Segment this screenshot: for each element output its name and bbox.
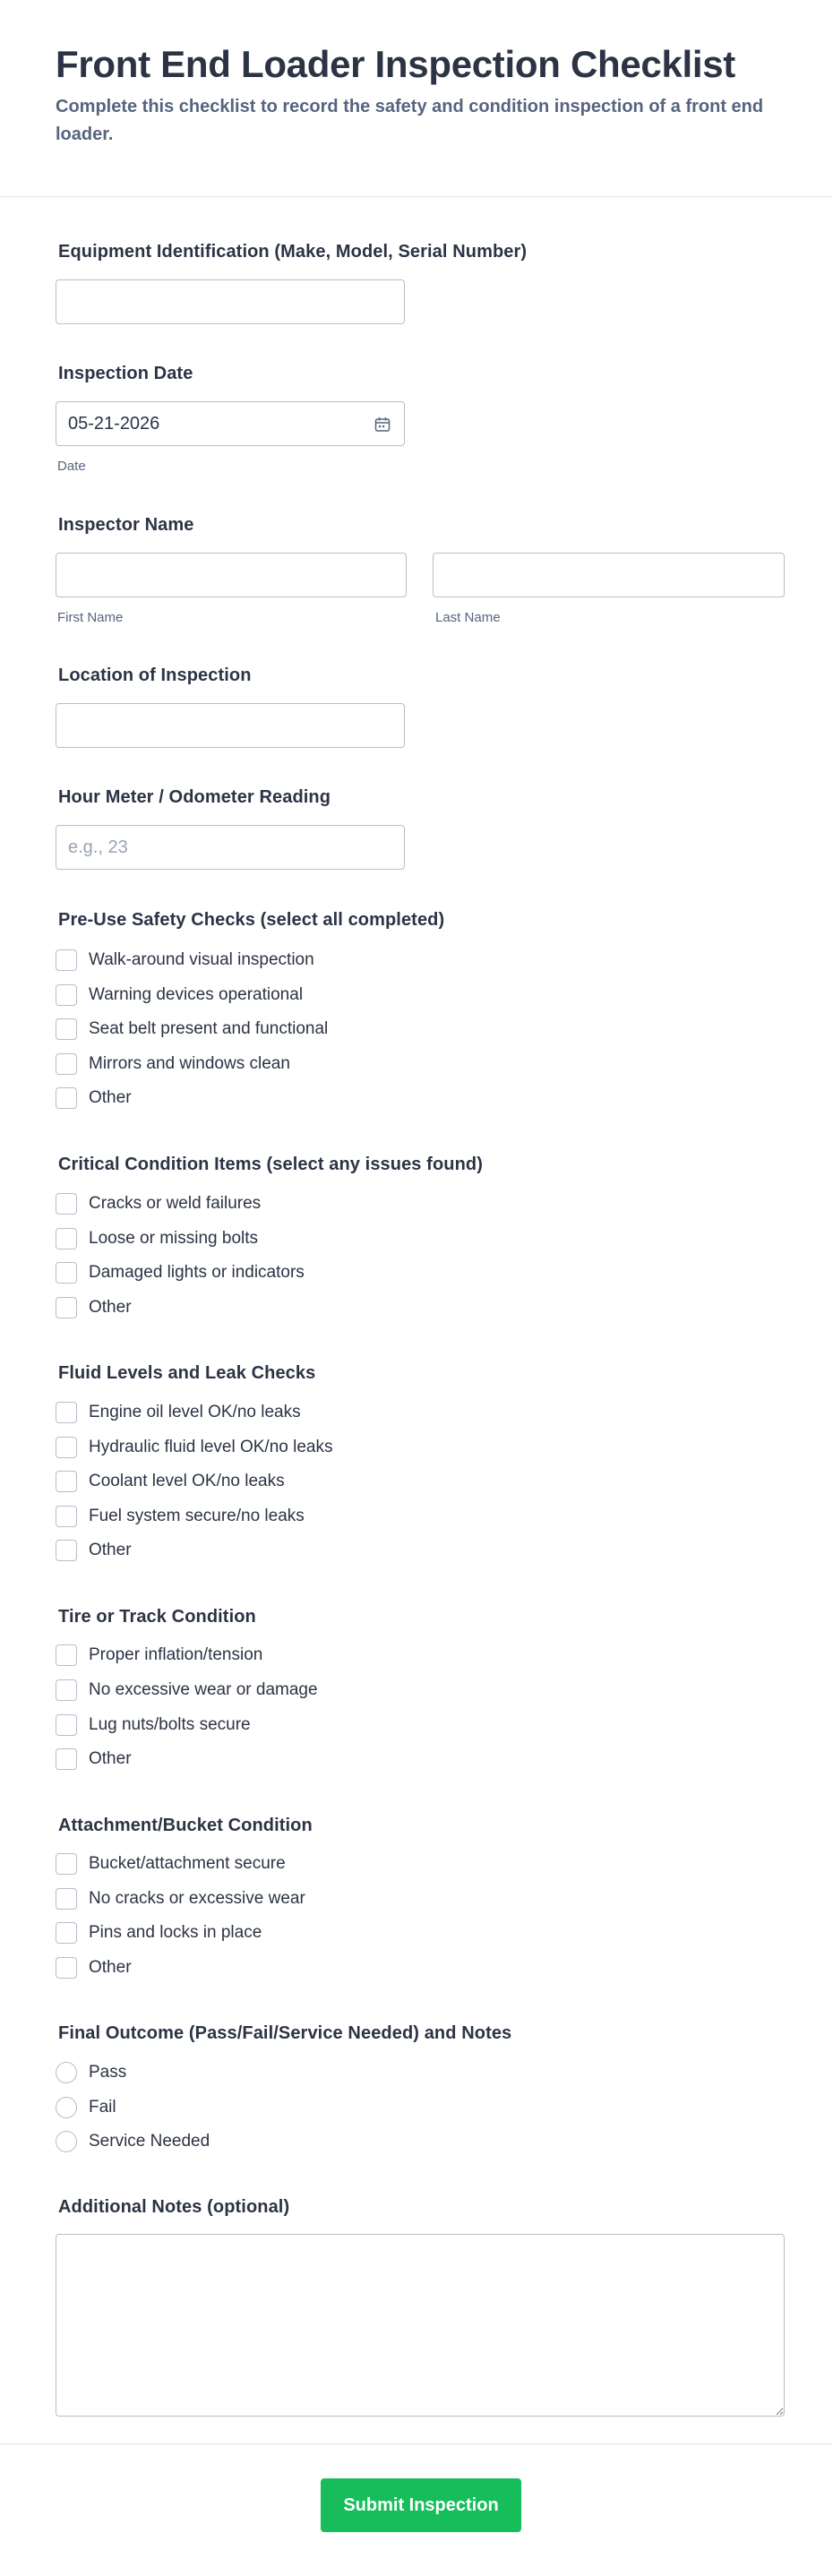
inspector-last-name-input[interactable] <box>433 553 785 597</box>
location-input[interactable] <box>56 703 405 748</box>
option-label: Warning devices operational <box>89 985 304 1004</box>
option-label: Other <box>89 1958 132 1977</box>
first-name-sublabel: First Name <box>57 610 124 625</box>
equipment-input[interactable] <box>56 279 405 324</box>
option-label: Damaged lights or indicators <box>89 1263 305 1282</box>
tire-condition-label: Tire or Track Condition <box>58 1607 256 1627</box>
option-label: Other <box>89 1298 132 1317</box>
checkbox[interactable] <box>56 1922 77 1944</box>
checkbox[interactable] <box>56 1714 77 1736</box>
critical-items-label: Critical Condition Items (select any issues found) <box>58 1155 483 1174</box>
option-label: Coolant level OK/no leaks <box>89 1472 285 1490</box>
option-label: Other <box>89 1541 132 1559</box>
last-name-sublabel: Last Name <box>435 610 501 625</box>
option-label: Proper inflation/tension <box>89 1645 263 1664</box>
additional-notes-label: Additional Notes (optional) <box>58 2197 290 2217</box>
radio-button[interactable] <box>56 2131 77 2152</box>
additional-notes-textarea[interactable] <box>56 2234 785 2417</box>
checkbox[interactable] <box>56 1087 77 1109</box>
final-outcome-label: Final Outcome (Pass/Fail/Service Needed) and Notes <box>58 2023 512 2043</box>
checkbox[interactable] <box>56 1228 77 1249</box>
option-label: Loose or missing bolts <box>89 1229 259 1248</box>
option-label: Fuel system secure/no leaks <box>89 1507 305 1525</box>
option-label: No excessive wear or damage <box>89 1680 318 1699</box>
radio-button[interactable] <box>56 2062 77 2083</box>
hour-meter-input[interactable] <box>56 825 405 870</box>
checkbox[interactable] <box>56 1471 77 1492</box>
form-title: Front End Loader Inspection Checklist <box>56 43 735 85</box>
location-label: Location of Inspection <box>58 665 252 685</box>
option-label: Cracks or weld failures <box>89 1194 262 1213</box>
option-label: Engine oil level OK/no leaks <box>89 1403 301 1421</box>
radio-button[interactable] <box>56 2097 77 2118</box>
checkbox[interactable] <box>56 1679 77 1701</box>
option-label: Other <box>89 1749 132 1768</box>
inspection-date-field[interactable] <box>56 401 405 446</box>
form-subtitle: Complete this checklist to record the safety and condition inspection of a front end loader. <box>56 97 764 144</box>
option-label: Pass <box>89 2063 127 2082</box>
checkbox[interactable] <box>56 1853 77 1875</box>
equipment-label: Equipment Identification (Make, Model, Serial Number) <box>58 242 528 262</box>
option-label: Service Needed <box>89 2132 210 2151</box>
form-footer <box>0 2443 833 2576</box>
inspector-first-name-input[interactable] <box>56 553 407 597</box>
option-label: Hydraulic fluid level OK/no leaks <box>89 1438 333 1456</box>
attachment-condition-label: Attachment/Bucket Condition <box>58 1816 313 1835</box>
checkbox[interactable] <box>56 1018 77 1040</box>
option-label: Pins and locks in place <box>89 1923 262 1942</box>
option-label: Other <box>89 1088 132 1107</box>
option-label: No cracks or excessive wear <box>89 1889 305 1908</box>
checkbox[interactable] <box>56 1437 77 1458</box>
checkbox[interactable] <box>56 1262 77 1284</box>
option-label: Bucket/attachment secure <box>89 1854 286 1873</box>
checkbox[interactable] <box>56 1193 77 1215</box>
checkbox[interactable] <box>56 1540 77 1561</box>
checkbox[interactable] <box>56 1506 77 1527</box>
submit-inspection-button[interactable]: Submit Inspection <box>321 2478 521 2532</box>
option-label: Walk-around visual inspection <box>89 950 314 969</box>
option-label: Mirrors and windows clean <box>89 1054 290 1073</box>
checkbox[interactable] <box>56 1402 77 1423</box>
inspection-date-label: Inspection Date <box>58 364 193 383</box>
checkbox[interactable] <box>56 1644 77 1666</box>
fluid-checks-label: Fluid Levels and Leak Checks <box>58 1363 316 1383</box>
checkbox[interactable] <box>56 984 77 1006</box>
checkbox[interactable] <box>56 1888 77 1910</box>
option-label: Lug nuts/bolts secure <box>89 1715 251 1734</box>
inspector-name-label: Inspector Name <box>58 515 194 535</box>
checkbox[interactable] <box>56 1053 77 1075</box>
pre-use-checks-label: Pre-Use Safety Checks (select all completed) <box>58 910 445 930</box>
option-label: Fail <box>89 2098 116 2117</box>
checkbox[interactable] <box>56 1748 77 1770</box>
option-label: Seat belt present and functional <box>89 1019 329 1038</box>
checkbox[interactable] <box>56 1957 77 1979</box>
checkbox[interactable] <box>56 1297 77 1318</box>
hour-meter-label: Hour Meter / Odometer Reading <box>58 787 331 807</box>
inspection-date-value: 05-21-2026 <box>68 414 160 434</box>
calendar-icon[interactable] <box>374 416 391 434</box>
checkbox[interactable] <box>56 949 77 971</box>
form-header <box>0 0 833 197</box>
inspection-date-sublabel: Date <box>57 459 86 474</box>
